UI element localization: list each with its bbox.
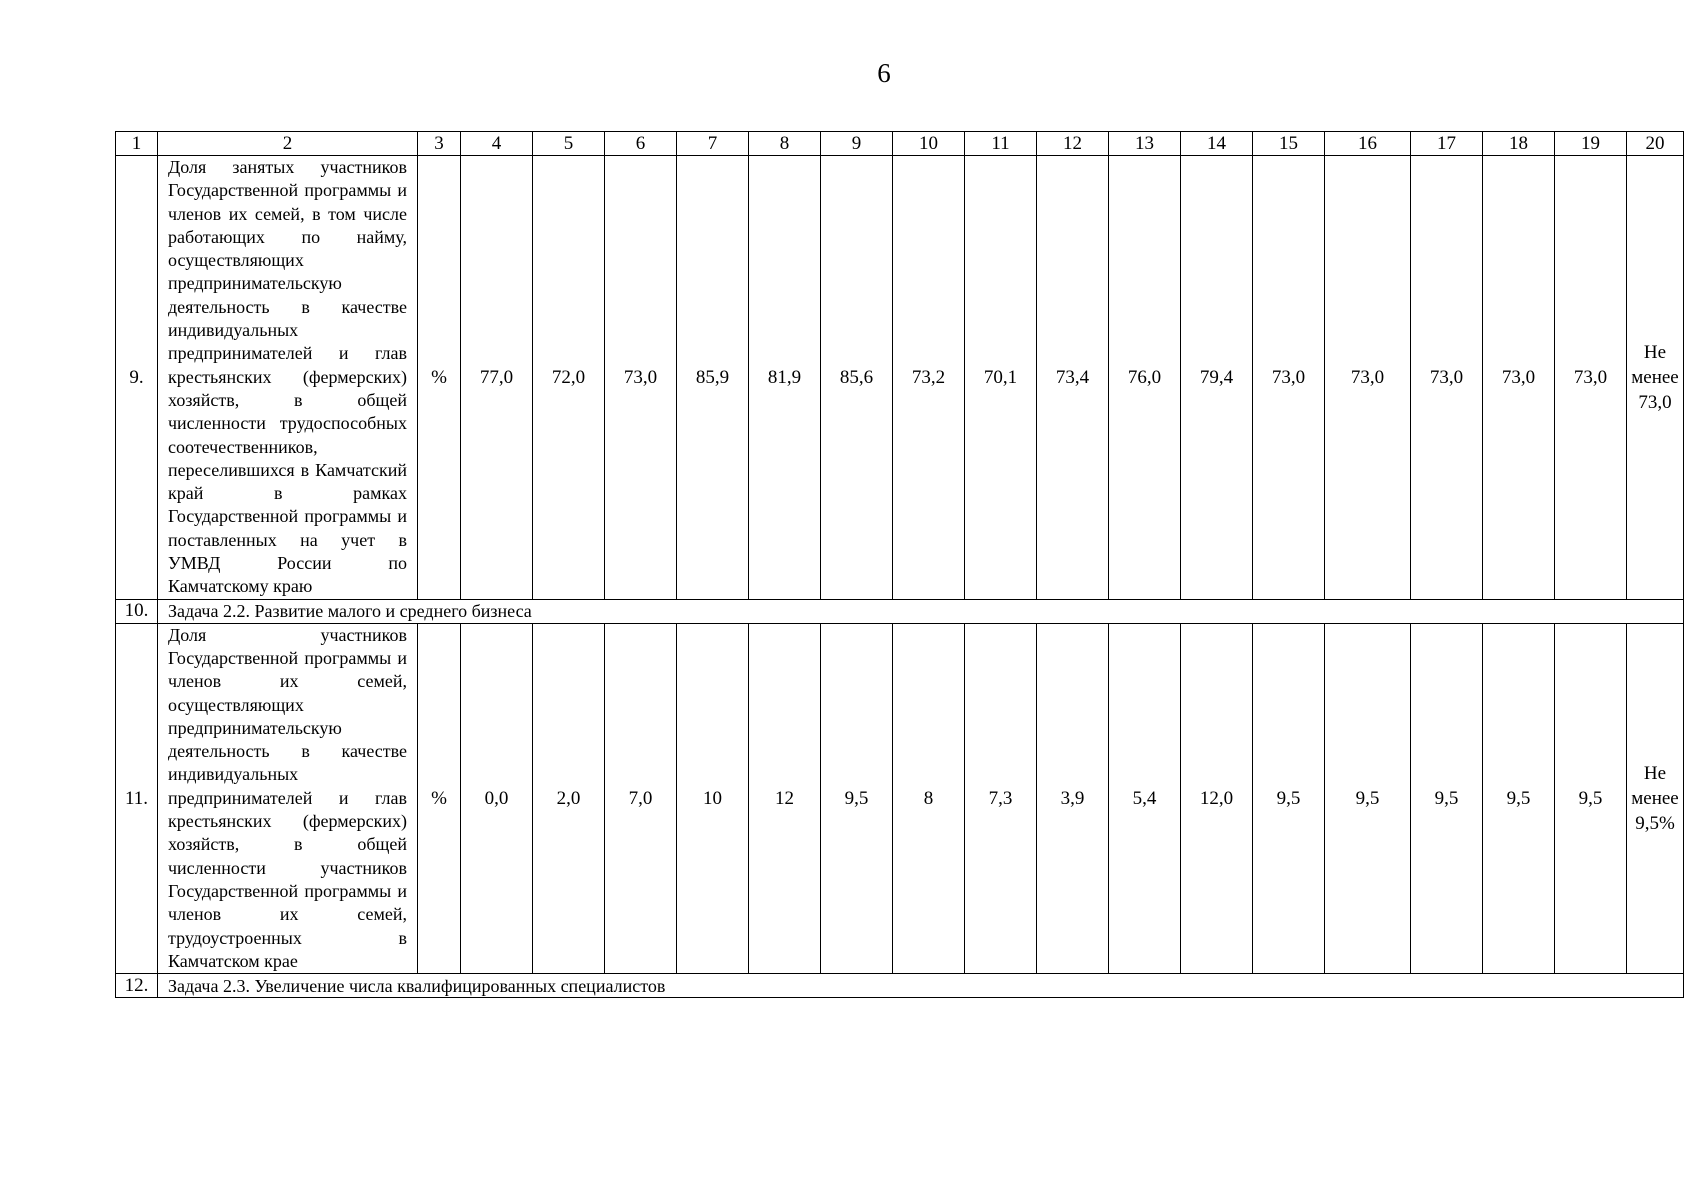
header-cell: 2 xyxy=(158,132,418,156)
value-cell: 9,5 xyxy=(1325,623,1411,973)
value-cell: 73,0 xyxy=(1325,156,1411,600)
value-cell: 5,4 xyxy=(1109,623,1181,973)
table-row-9 xyxy=(116,156,1684,600)
header-cell: 11 xyxy=(965,132,1037,156)
value-cell: 12,0 xyxy=(1181,623,1253,973)
row-number: 9. xyxy=(116,156,158,600)
value-cell: 85,9 xyxy=(677,156,749,600)
value-cell: 12 xyxy=(749,623,821,973)
value-cell: 9,5 xyxy=(1253,623,1325,973)
header-cell: 7 xyxy=(677,132,749,156)
unit-cell: % xyxy=(418,156,461,600)
target-line: Не xyxy=(1643,762,1667,784)
value-cell: 73,0 xyxy=(1555,156,1627,600)
unit-cell: % xyxy=(418,623,461,973)
target-line: менее xyxy=(1631,787,1679,809)
value-cell: 81,9 xyxy=(749,156,821,600)
value-cell: 9,5 xyxy=(1555,623,1627,973)
row-number: 10. xyxy=(116,599,158,623)
value-cell: 2,0 xyxy=(533,623,605,973)
target-line: менее xyxy=(1631,366,1679,388)
value-cell: 85,6 xyxy=(821,156,893,600)
target-cell xyxy=(1627,156,1684,600)
header-cell: 19 xyxy=(1555,132,1627,156)
target-value: 73,0 xyxy=(1638,391,1672,413)
page-number: 6 xyxy=(877,58,891,88)
value-cell: 72,0 xyxy=(533,156,605,600)
value-cell: 73,4 xyxy=(1037,156,1109,600)
value-cell: 76,0 xyxy=(1109,156,1181,600)
table-row-11 xyxy=(116,623,1684,973)
table-row-12 xyxy=(116,974,1684,998)
header-cell: 17 xyxy=(1411,132,1483,156)
value-cell: 10 xyxy=(677,623,749,973)
value-cell: 73,0 xyxy=(1253,156,1325,600)
header-cell: 20 xyxy=(1627,132,1684,156)
header-cell: 9 xyxy=(821,132,893,156)
value-cell: 73,0 xyxy=(1411,156,1483,600)
header-cell: 3 xyxy=(418,132,461,156)
value-cell: 0,0 xyxy=(461,623,533,973)
header-cell: 16 xyxy=(1325,132,1411,156)
value-cell: 73,0 xyxy=(605,156,677,600)
header-cell: 1 xyxy=(116,132,158,156)
header-cell: 15 xyxy=(1253,132,1325,156)
header-cell: 10 xyxy=(893,132,965,156)
indicator-name: Доля участников Государственной программы и членов их семей, осуществляющих предпринимательскую деятельность в качестве индивидуальных предпринимателей и глав крестьянских (фермерских) хозяйств, в общей численности участников Государственной программы и членов их семей, трудоустроенных в Камчатском крае xyxy=(158,623,418,973)
value-cell: 73,2 xyxy=(893,156,965,600)
table-header-row xyxy=(116,132,1684,156)
value-cell: 9,5 xyxy=(1483,623,1555,973)
value-cell: 3,9 xyxy=(1037,623,1109,973)
header-cell: 4 xyxy=(461,132,533,156)
header-cell: 14 xyxy=(1181,132,1253,156)
value-cell: 8 xyxy=(893,623,965,973)
value-cell: 9,5 xyxy=(1411,623,1483,973)
header-cell: 13 xyxy=(1109,132,1181,156)
value-cell: 79,4 xyxy=(1181,156,1253,600)
value-cell: 9,5 xyxy=(821,623,893,973)
value-cell: 73,0 xyxy=(1483,156,1555,600)
table-row-10 xyxy=(116,599,1684,623)
target-value: 9,5% xyxy=(1635,812,1675,834)
target-line: Не xyxy=(1643,341,1667,363)
value-cell: 7,3 xyxy=(965,623,1037,973)
task-title: Задача 2.3. Увеличение числа квалифицированных специалистов xyxy=(158,974,1684,998)
header-cell: 12 xyxy=(1037,132,1109,156)
row-number: 11. xyxy=(116,623,158,973)
indicators-table xyxy=(115,131,1684,998)
target-cell xyxy=(1627,623,1684,973)
task-title: Задача 2.2. Развитие малого и среднего бизнеса xyxy=(158,599,1684,623)
value-cell: 7,0 xyxy=(605,623,677,973)
header-cell: 5 xyxy=(533,132,605,156)
header-cell: 8 xyxy=(749,132,821,156)
header-cell: 18 xyxy=(1483,132,1555,156)
value-cell: 70,1 xyxy=(965,156,1037,600)
indicator-name: Доля занятых участников Государственной программы и членов их семей, в том числе работающих по найму, осуществляющих предпринимательскую деятельность в качестве индивидуальных предпринимателей и глав крестьянских (фермерских) хозяйств, в общей численности трудоспособных соотечественников, переселившихся в Камчатский край в рамках Государственной программы и поставленных на учет в УМВД России по Камчатскому краю xyxy=(158,156,418,600)
row-number: 12. xyxy=(116,974,158,998)
value-cell: 77,0 xyxy=(461,156,533,600)
header-cell: 6 xyxy=(605,132,677,156)
